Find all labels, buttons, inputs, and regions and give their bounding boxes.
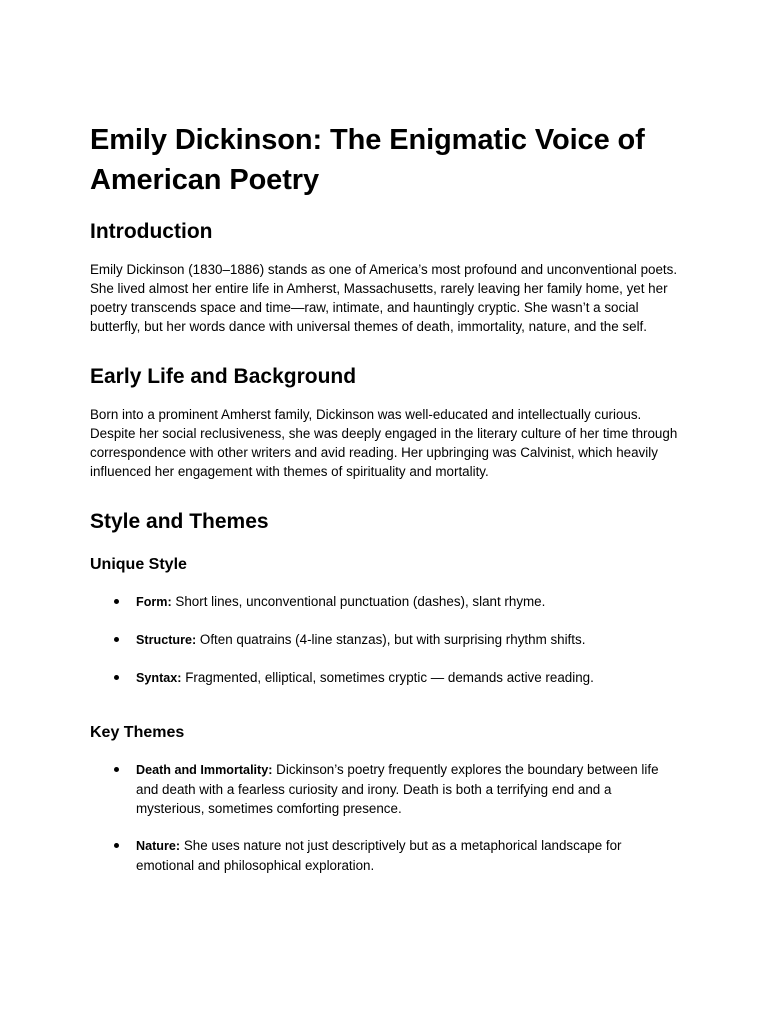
heading-introduction: Introduction [90,220,213,243]
paragraph-introduction: Emily Dickinson (1830–1886) stands as one of America’s most profound and unconventional poets. She lived almost her entire life in Amherst, Massachusetts, rarely leaving her family home, yet her poetry transcends space and time—raw, intimate, and hauntingly cryptic. She wasn’t a social butterfly, but her words dance with universal themes of death, immortality, nature, and the self. [90,262,678,334]
list-item-syntax [136,668,678,688]
list-item-term: Nature: [136,839,181,853]
unique-style-list [90,592,678,688]
document-title: Emily Dickinson: The Enigmatic Voice of American Poetry [90,124,645,196]
list-item-nature [136,836,678,875]
list-item-form [136,592,678,612]
list-item-structure [136,630,678,650]
list-item-term: Structure: [136,633,197,647]
list-item-term: Form: [136,595,172,609]
list-item-text: Short lines, unconventional punctuation (dashes), slant rhyme. [171,594,546,609]
list-item-term: Syntax: [136,671,182,685]
list-item-text: Fragmented, elliptical, sometimes cryptic — demands active reading. [181,670,594,685]
list-item-term: Death and Immortality: [136,763,273,777]
list-item-text: Dickinson’s poetry frequently explores the boundary between life and death with a fearless curiosity and irony. Death is both a terrifying end and a mysterious, sometimes comforting presence. [136,762,659,816]
key-themes-list [90,760,678,875]
list-item-text: She uses nature not just descriptively but as a metaphorical landscape for emotional and philosophical exploration. [136,838,622,873]
subheading-unique-style: Unique Style [90,556,187,573]
list-item-death-and-immortality [136,760,678,818]
list-item-text: Often quatrains (4-line stanzas), but with surprising rhythm shifts. [196,632,586,647]
heading-style-and-themes: Style and Themes [90,510,269,533]
paragraph-early-life: Born into a prominent Amherst family, Dickinson was well-educated and intellectually curious. Despite her social reclusiveness, she was deeply engaged in the literary culture of her time through correspondence with other writers and avid reading. Her upbringing was Calvinist, which heavily influenced her engagement with themes of spirituality and mortality. [90,407,678,479]
heading-early-life: Early Life and Background [90,365,357,388]
subheading-key-themes: Key Themes [90,724,185,741]
